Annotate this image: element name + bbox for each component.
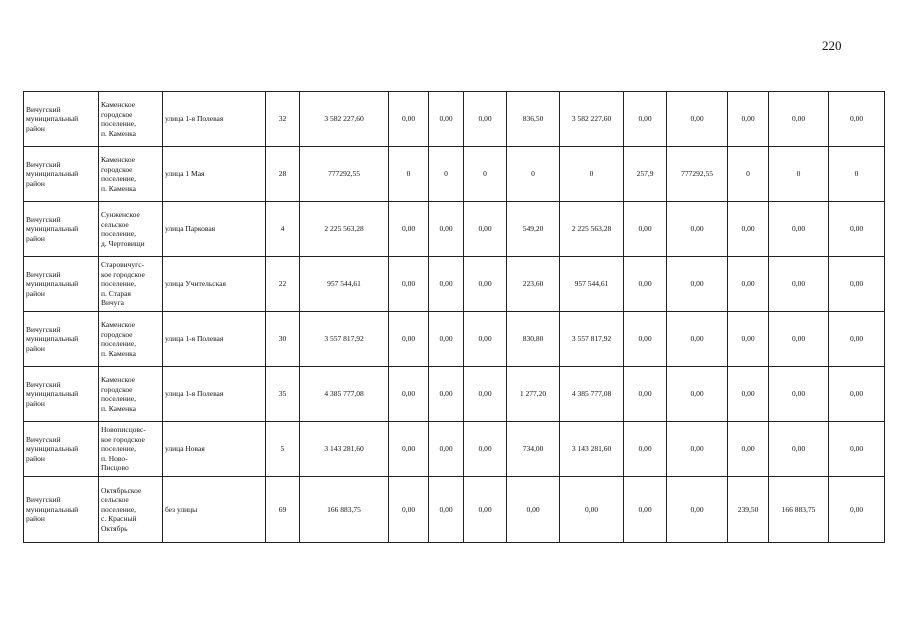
area-cell-text: 223,60 [522,279,544,289]
total-cost-cell-text: 4 385 777,08 [324,389,364,399]
house-number-cell-text: 4 [280,224,285,234]
value-3-cell [429,367,464,422]
value-9-cell [728,477,769,543]
value-10-cell-text: 0,00 [791,444,806,454]
value-4-cell-text: 0,00 [478,224,492,234]
data-table [23,91,885,543]
value-3-cell [429,92,464,147]
value-2-cell-text: 0,00 [401,389,416,399]
value-7-cell-text: 0,00 [638,334,652,344]
value-9-cell [728,312,769,367]
value-10-cell [769,202,829,257]
district-cell [24,257,99,312]
value-3-cell-text: 0,00 [439,444,453,454]
value-7-cell [624,257,667,312]
district-cell [24,367,99,422]
table-row [24,147,885,202]
area-cell-text: 734,00 [522,444,544,454]
value-3-cell-text: 0,00 [439,279,453,289]
street-cell-text: улица 1-я Полевая [165,114,224,124]
area-cell [507,92,560,147]
district-cell [24,312,99,367]
cost-2-cell [560,422,624,477]
table-row [24,257,885,312]
value-11-cell [829,477,885,543]
cost-2-cell [560,147,624,202]
value-7-cell-text: 257,9 [636,169,654,179]
value-8-cell [667,202,728,257]
house-number-cell [266,147,300,202]
value-9-cell [728,422,769,477]
value-2-cell [389,202,429,257]
house-number-cell-text: 32 [278,114,287,124]
value-2-cell-text: 0,00 [401,279,416,289]
value-2-cell [389,367,429,422]
value-10-cell-text: 0,00 [791,279,806,289]
value-2-cell [389,477,429,543]
value-11-cell [829,92,885,147]
value-11-cell-text: 0,00 [849,334,864,344]
value-4-cell [464,367,507,422]
value-9-cell-text: 0,00 [741,114,755,124]
value-4-cell-text: 0 [483,169,487,179]
value-4-cell [464,312,507,367]
value-2-cell-text: 0,00 [401,504,416,514]
cost-2-cell [560,257,624,312]
value-11-cell [829,257,885,312]
table-row [24,477,885,543]
area-cell-text: 830,80 [522,334,544,344]
value-2-cell-text: 0 [406,169,411,179]
total-cost-cell [300,92,389,147]
street-cell [163,92,266,147]
area-cell [507,147,560,202]
house-number-cell-text: 35 [278,389,287,399]
value-2-cell-text: 0,00 [401,444,416,454]
house-number-cell [266,422,300,477]
value-2-cell [389,422,429,477]
house-number-cell-text: 30 [278,334,287,344]
area-cell [507,367,560,422]
settlement-cell-text: Каменское городское поселение, п. Каменка [101,320,137,358]
value-3-cell-text: 0,00 [439,114,453,124]
district-cell-text: Вичугский муниципальный район [26,434,79,463]
value-9-cell-text: 0,00 [741,279,755,289]
street-cell [163,312,266,367]
value-3-cell [429,477,464,543]
cost-2-cell [560,367,624,422]
total-cost-cell [300,477,389,543]
value-4-cell [464,147,507,202]
value-10-cell-text: 0,00 [791,389,806,399]
value-8-cell-text: 0,00 [690,279,704,289]
area-cell [507,257,560,312]
value-2-cell [389,312,429,367]
settlement-cell [99,312,163,367]
total-cost-cell [300,147,389,202]
value-8-cell [667,147,728,202]
district-cell-text: Вичугский муниципальный район [26,104,79,133]
value-10-cell [769,477,829,543]
value-9-cell [728,147,769,202]
value-9-cell [728,367,769,422]
value-10-cell-text: 0,00 [791,224,806,234]
settlement-cell [99,477,163,543]
value-4-cell-text: 0,00 [478,334,492,344]
value-11-cell [829,202,885,257]
value-3-cell [429,257,464,312]
table-row [24,367,885,422]
value-10-cell-text: 0 [796,169,801,179]
value-3-cell [429,147,464,202]
street-cell-text: улица Учительская [165,279,226,289]
value-11-cell-text: 0,00 [849,389,864,399]
value-2-cell-text: 0,00 [401,334,416,344]
value-7-cell [624,422,667,477]
settlement-cell [99,422,163,477]
total-cost-cell [300,202,389,257]
cost-2-cell [560,312,624,367]
house-number-cell [266,92,300,147]
value-7-cell [624,147,667,202]
value-4-cell [464,422,507,477]
settlement-cell-text: Каменское городское поселение, п. Каменка [101,155,137,193]
cost-2-cell [560,92,624,147]
total-cost-cell-text: 2 225 563,28 [324,224,364,234]
value-11-cell [829,147,885,202]
cost-2-cell-text: 3 557 817,92 [571,334,612,344]
district-cell [24,422,99,477]
area-cell-text: 549,20 [522,224,544,234]
table-row [24,202,885,257]
value-11-cell-text: 0,00 [849,444,864,454]
value-9-cell-text: 239,50 [737,504,759,514]
street-cell-text: улица 1 Мая [165,169,205,179]
value-4-cell [464,202,507,257]
value-11-cell [829,312,885,367]
street-cell [163,367,266,422]
value-7-cell [624,367,667,422]
settlement-cell-text: Каменское городское поселение, п. Каменка [101,100,137,138]
district-cell-text: Вичугский муниципальный район [26,214,79,243]
house-number-cell [266,312,300,367]
table-row [24,422,885,477]
value-10-cell [769,147,829,202]
table-row [24,92,885,147]
district-cell-text: Вичугский муниципальный район [26,495,79,524]
value-2-cell [389,147,429,202]
value-9-cell-text: 0 [746,169,750,179]
value-4-cell [464,257,507,312]
district-cell [24,202,99,257]
street-cell-text: улица Парковая [165,224,216,234]
value-8-cell-text: 0,00 [690,334,704,344]
area-cell [507,202,560,257]
value-10-cell [769,422,829,477]
house-number-cell [266,257,300,312]
total-cost-cell-text: 777292,55 [328,169,360,179]
settlement-cell [99,257,163,312]
value-2-cell [389,257,429,312]
cost-2-cell-text: 957 544,61 [574,279,609,289]
settlement-cell [99,147,163,202]
value-7-cell-text: 0,00 [638,224,652,234]
house-number-cell-text: 69 [278,504,287,514]
area-cell-text: 0,00 [526,504,540,514]
value-2-cell-text: 0,00 [401,224,416,234]
value-11-cell-text: 0,00 [849,279,864,289]
value-3-cell-text: 0 [444,169,448,179]
value-3-cell [429,202,464,257]
value-8-cell-text: 0,00 [690,114,704,124]
cost-2-cell [560,477,624,543]
settlement-cell-text: Сунженское сельское поселение, д. Чертовищи [101,210,145,248]
value-9-cell-text: 0,00 [741,334,755,344]
value-10-cell [769,92,829,147]
street-cell [163,147,266,202]
house-number-cell [266,202,300,257]
value-10-cell-text: 166 883,75 [781,504,816,514]
value-7-cell [624,477,667,543]
street-cell [163,202,266,257]
total-cost-cell-text: 3 582 227,60 [324,114,364,124]
house-number-cell-text: 5 [280,444,285,454]
value-10-cell [769,312,829,367]
value-8-cell-text: 0,00 [690,224,704,234]
value-4-cell-text: 0,00 [478,114,492,124]
area-cell-text: 1 277,20 [519,389,547,399]
total-cost-cell [300,257,389,312]
street-cell [163,477,266,543]
value-3-cell [429,422,464,477]
cost-2-cell [560,202,624,257]
value-7-cell [624,202,667,257]
house-number-cell [266,477,300,543]
area-cell [507,312,560,367]
street-cell [163,257,266,312]
street-cell-text: улица Новая [165,444,205,454]
district-cell-text: Вичугский муниципальный район [26,269,79,298]
settlement-cell-text: Новописцовс- кое городское поселение, п. Ново- Писцово [101,425,146,473]
total-cost-cell [300,312,389,367]
house-number-cell-text: 28 [278,169,287,179]
value-8-cell [667,92,728,147]
cost-2-cell-text: 2 225 563,28 [571,224,612,234]
value-9-cell-text: 0,00 [741,389,755,399]
value-3-cell-text: 0,00 [439,504,453,514]
value-4-cell-text: 0,00 [478,444,492,454]
district-cell-text: Вичугский муниципальный район [26,159,79,188]
value-8-cell [667,312,728,367]
table-row [24,312,885,367]
area-cell-text: 0 [531,169,535,179]
value-7-cell-text: 0,00 [638,279,652,289]
area-cell [507,477,560,543]
value-8-cell-text: 777292,55 [681,169,713,179]
value-3-cell-text: 0,00 [439,389,453,399]
value-8-cell-text: 0,00 [690,504,704,514]
total-cost-cell-text: 957 544,61 [327,279,361,289]
district-cell [24,147,99,202]
page-number: 220 [822,38,842,53]
settlement-cell [99,92,163,147]
value-11-cell [829,367,885,422]
value-7-cell-text: 0,00 [638,444,652,454]
street-cell [163,422,266,477]
value-10-cell-text: 0,00 [791,334,806,344]
value-4-cell [464,477,507,543]
house-number-cell-text: 22 [278,279,287,289]
cost-2-cell-text: 3 143 281,60 [571,444,612,454]
value-10-cell [769,367,829,422]
value-8-cell [667,422,728,477]
value-7-cell [624,312,667,367]
value-11-cell-text: 0,00 [849,114,864,124]
value-8-cell-text: 0,00 [690,389,704,399]
district-cell-text: Вичугский муниципальный район [26,324,79,353]
total-cost-cell-text: 3 143 281,60 [324,444,364,454]
street-cell-text: улица 1-я Полевая [165,334,224,344]
cost-2-cell-text: 3 582 227,60 [571,114,612,124]
value-7-cell-text: 0,00 [638,504,652,514]
area-cell-text: 836,50 [522,114,544,124]
district-cell [24,92,99,147]
value-9-cell [728,257,769,312]
value-8-cell [667,257,728,312]
value-3-cell-text: 0,00 [439,224,453,234]
total-cost-cell-text: 3 557 817,92 [324,334,364,344]
value-3-cell [429,312,464,367]
settlement-cell-text: Старовичугс- кое городское поселение, п. Старая Вичуга [101,260,145,308]
total-cost-cell-text: 166 883,75 [327,504,361,514]
value-2-cell [389,92,429,147]
value-8-cell [667,367,728,422]
value-4-cell [464,92,507,147]
street-cell-text: без улицы [165,504,198,514]
value-9-cell-text: 0,00 [741,444,755,454]
value-11-cell [829,422,885,477]
house-number-cell [266,367,300,422]
value-3-cell-text: 0,00 [439,334,453,344]
settlement-cell [99,367,163,422]
street-cell-text: улица 1-я Полевая [165,389,224,399]
value-11-cell-text: 0 [854,169,859,179]
value-9-cell [728,202,769,257]
total-cost-cell [300,422,389,477]
value-4-cell-text: 0,00 [478,279,492,289]
value-9-cell-text: 0,00 [741,224,755,234]
settlement-cell-text: Октябрьское сельское поселение, с. Красный Октябрь [101,485,142,533]
value-7-cell [624,92,667,147]
value-11-cell-text: 0,00 [849,504,864,514]
district-cell [24,477,99,543]
settlement-cell [99,202,163,257]
value-4-cell-text: 0,00 [478,504,492,514]
value-2-cell-text: 0,00 [401,114,416,124]
total-cost-cell [300,367,389,422]
cost-2-cell-text: 0,00 [584,504,599,514]
value-7-cell-text: 0,00 [638,114,652,124]
value-7-cell-text: 0,00 [638,389,652,399]
value-8-cell-text: 0,00 [690,444,704,454]
value-4-cell-text: 0,00 [478,389,492,399]
value-10-cell-text: 0,00 [791,114,806,124]
value-10-cell [769,257,829,312]
cost-2-cell-text: 0 [589,169,594,179]
value-8-cell [667,477,728,543]
cost-2-cell-text: 4 385 777,08 [571,389,612,399]
value-11-cell-text: 0,00 [849,224,864,234]
area-cell [507,422,560,477]
value-9-cell [728,92,769,147]
district-cell-text: Вичугский муниципальный район [26,379,79,408]
settlement-cell-text: Каменское городское поселение, п. Каменка [101,375,137,413]
